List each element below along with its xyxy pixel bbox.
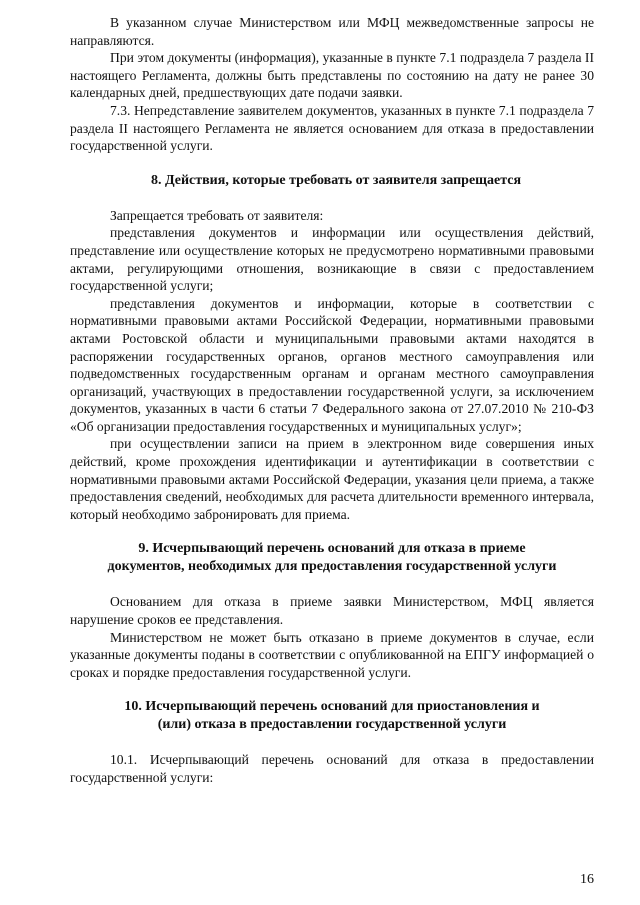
section-10-heading [70,698,594,734]
page-number: 16 [580,872,594,887]
section-9-heading-line-2: документов, необходимых для предоставления государственной услуги [107,559,557,575]
section-8-item-3: при осуществлении записи на прием в электронном виде совершения иных действий, кроме прохождения идентификации и аутентификации в соответствии с нормативными правовыми актами Российской Федерации, указания цели приема, а также предоставления сведений, необходимых для расчета длительности временного интервала, который необходимо забронировать для приема. [70,436,594,522]
section-10-heading-line-2: (или) отказа в предоставлении государственной услуги [157,717,507,733]
paragraph-10-1: 10.1. Исчерпывающий перечень оснований для отказа в предоставлении государственной услуги: [70,752,594,785]
section-9-heading [70,540,594,576]
section-9-paragraph-1: Основанием для отказа в приеме заявки Министерством, МФЦ является нарушение сроков ее представления. [70,594,594,628]
section-10-heading-line-1: 10. Исчерпывающий перечень оснований для приостановления и [124,699,540,715]
paragraph-7-3: 7.3. Непредставление заявителем документов, указанных в пункте 7.1 подраздела 7 раздела II настоящего Регламента не является основанием для отказа в предоставлении государственной услуги. [70,102,594,154]
section-8-heading: 8. Действия, которые требовать от заявителя запрещается [150,172,522,188]
paragraph-interagency-requests: В указанном случае Министерством или МФЦ межведомственные запросы не направляются. [70,15,594,48]
section-9-paragraph-2: Министерством не может быть отказано в приеме документов в случае, если указанные документы поданы в соответствии с опубликованной на ЕПГУ информацией о сроках и порядке предоставления государственной услуги. [70,629,594,680]
paragraph-document-validity: При этом документы (информация), указанные в пункте 7.1 подраздела 7 раздела II настоящего Регламента, должны быть представлены по состоянию на дату не ранее 30 календарных дней, предшествующих дате подачи заявки. [70,50,594,101]
document-page [70,14,594,787]
section-8-intro: Запрещается требовать от заявителя: [110,207,324,223]
section-8-item-1: представления документов и информации или осуществления действий, представление или осуществление которых не предусмотрено нормативными правовыми актами, регулирующими отношения, возникающие в связи с предоставлением государственной услуги; [70,225,594,294]
section-8-item-2: представления документов и информации, которые в соответствии с нормативными правовыми актами Российской Федерации, нормативными правовыми актами Ростовской области и муниципальными правовыми актами находятся в распоряжении государственных органов, органов местного самоуправления или подведомственных государственным органам и органам местного самоуправления организаций, участвующих в предоставлении государственной услуги, за исключением документов, указанных в части 6 статьи 7 Федерального закона от 27.07.2010 № 210-ФЗ «Об организации предоставления государственных и муниципальных услуг»; [70,295,594,434]
section-9-heading-line-1: 9. Исчерпывающий перечень оснований для отказа в приеме [138,541,526,557]
